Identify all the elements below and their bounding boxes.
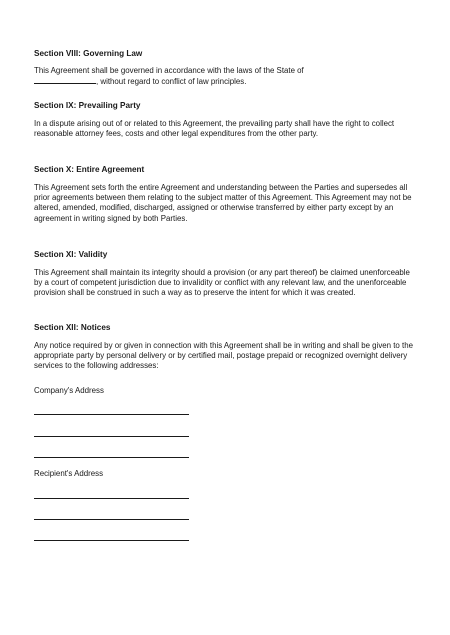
company-address-line-3[interactable] <box>34 457 189 458</box>
section-title: Section IX: Prevailing Party <box>34 101 141 110</box>
section-title: Section XI: Validity <box>34 250 108 259</box>
section-validity <box>34 249 416 299</box>
section-notices <box>34 322 416 372</box>
section-entire-agreement <box>34 164 416 224</box>
recipient-address-line-1[interactable] <box>34 498 189 499</box>
section-title: Section X: Entire Agreement <box>34 165 145 174</box>
recipient-address-line-2[interactable] <box>34 519 189 520</box>
section-title: Section XII: Notices <box>34 323 111 332</box>
recipient-address-label: Recipient's Address <box>34 469 104 478</box>
body-text: , without regard to conflict of law principles. <box>96 77 247 87</box>
section-body: This Agreement sets forth the entire Agreement and understanding between the Parties and supersedes all prior agreements between them relating to the subject matter of this Agreement. This Agreement may not be altered, amended, modified, discharged, assigned or otherwise transferred by either party except by an agreement in writing signed by both Parties. <box>34 183 412 223</box>
company-address-label: Company's Address <box>34 386 104 395</box>
company-address-line-2[interactable] <box>34 436 189 437</box>
section-body <box>34 66 416 87</box>
section-title: Section VIII: Governing Law <box>34 49 143 58</box>
section-body: In a dispute arising out of or related to this Agreement, the prevailing party shall have the right to collect reasonable attorney fees, costs and other legal expenditures from the other party. <box>34 119 395 139</box>
section-body: This Agreement shall maintain its integrity should a provision (or any part thereof) be claimed unenforceable by a court of competent jurisdiction due to invalidity or conflict with any relevant law, and the unenforceable provision shall be construed in such a way as to preserve the intent for which it was created. <box>34 268 410 298</box>
company-address-line-1[interactable] <box>34 414 189 415</box>
section-prevailing-party <box>34 100 416 139</box>
recipient-address-line-3[interactable] <box>34 540 189 541</box>
section-governing-law <box>34 48 416 87</box>
body-text: This Agreement shall be governed in accordance with the laws of the State of <box>34 66 304 75</box>
state-blank-line[interactable] <box>34 76 96 84</box>
section-body: Any notice required by or given in connection with this Agreement shall be in writing and shall be given to the appropriate party by personal delivery or by certified mail, postage prepaid or recognized overnight delivery services to the following addresses: <box>34 341 413 371</box>
